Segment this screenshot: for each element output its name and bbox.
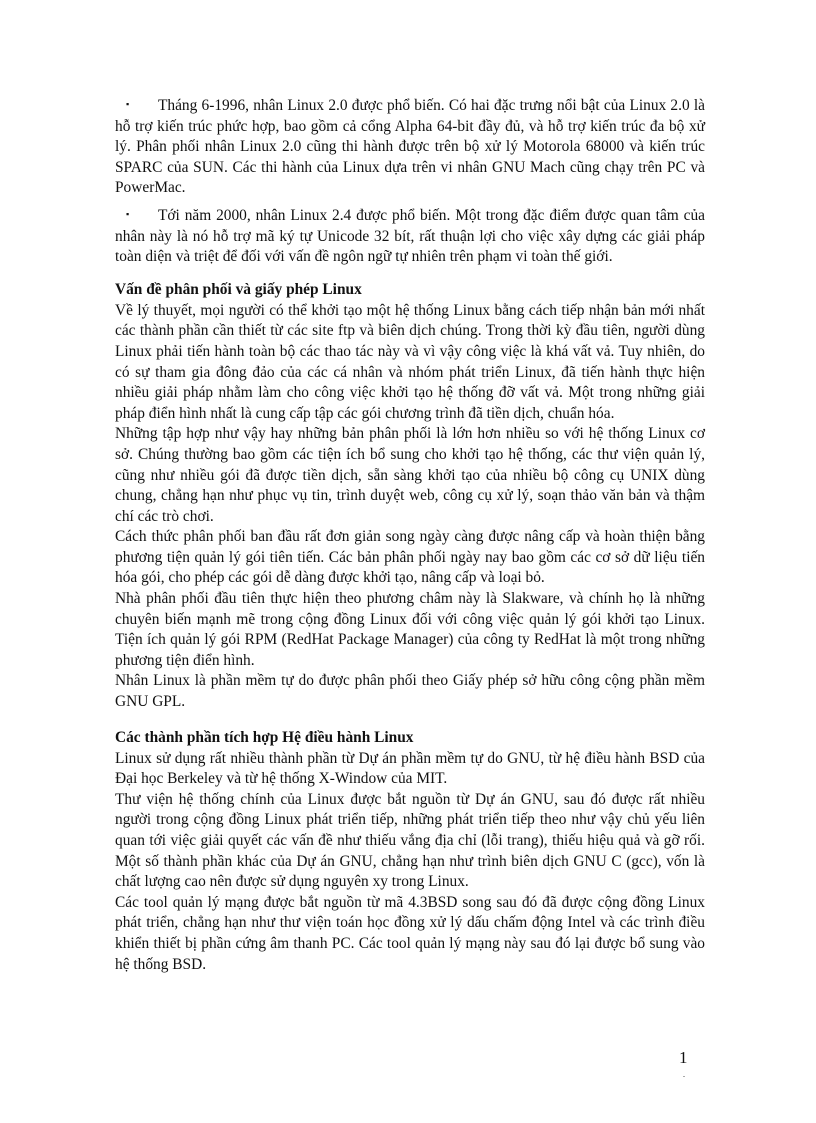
document-page <box>115 96 705 975</box>
section-heading-distribution: Vấn đề phân phối và giấy phép Linux <box>115 280 362 298</box>
bullet-item <box>115 206 705 268</box>
section-heading-components: Các thành phần tích hợp Hệ điều hành Linux <box>115 728 414 746</box>
paragraph: Thư viện hệ thống chính của Linux được bắt nguồn từ Dự án GNU, sau đó được rất nhiều người trong cộng đồng Linux phát triển tiếp, những phát triển tiếp theo như vậy chủ yếu liên quan tới việc giải quyết các vấn đề như thiếu vắng địa chỉ (lỗi trang), thiếu hiệu quả và gỡ rối. Một số thành phần khác của Dự án GNU, chẳng hạn như trình biên dịch GNU C (gcc), vốn là chất lượng cao nên được sử dụng nguyên xy trong Linux. <box>115 790 705 891</box>
paragraph: Các tool quản lý mạng được bắt nguồn từ mã 4.3BSD song sau đó đã được cộng đồng Linux phát triển, chẳng hạn như thư viện toán học đồng xử lý dấu chấm động Intel và các trình điều khiển thiết bị phần cứng âm thanh PC. Các tool quản lý mạng này sau đó lại được bổ sung vào hệ thống BSD. <box>115 893 705 973</box>
square-bullet-icon: ▪ <box>126 99 130 109</box>
paragraph: Về lý thuyết, mọi người có thể khởi tạo một hệ thống Linux bằng cách tiếp nhận bản mới nhất các thành phần cần thiết từ các site ftp và biên dịch chúng. Trong thời kỳ đầu tiên, người dùng Linux phải tiến hành toàn bộ các thao tác này và vì vậy công việc là khá vất vả. Tuy nhiên, do có sự tham gia đông đảo của các cá nhân và nhóm phát triển Linux, đã tiến hành thực hiện nhiều giải pháp nhằm làm cho công việc khởi tạo hệ thống đỡ vất vả. Một trong những giải pháp điển hình nhất là cung cấp tập các gói chương trình đã tiền dịch, chuẩn hóa. <box>115 301 705 422</box>
bullet-item <box>115 96 705 199</box>
square-bullet-icon: ▪ <box>126 208 130 219</box>
paragraph: Nhà phân phối đầu tiên thực hiện theo phương châm này là Slakware, và chính họ là những chuyên biến mạnh mẽ trong cộng đồng Linux đối với công việc quản lý gói khởi tạo Linux. Tiện ích quản lý gói RPM (RedHat Package Manager) của công ty RedHat là một trong những phương tiện điển hình. <box>115 590 705 669</box>
paragraph: Cách thức phân phối ban đầu rất đơn giản song ngày càng được nâng cấp và hoàn thiện bằng phương tiện quản lý gói tiên tiến. Các bản phân phối ngày nay bao gồm các cơ sở dữ liệu tiến hóa gói, cho phép các gói dễ dàng được khởi tạo, nâng cấp và loại bỏ. <box>115 528 705 587</box>
paragraph: Nhân Linux là phần mềm tự do được phân phối theo Giấy phép sở hữu công cộng phần mềm GNU GPL. <box>115 672 705 711</box>
bullet-text: Tháng 6-1996, nhân Linux 2.0 được phổ biến. Có hai đặc trưng nổi bật của Linux 2.0 là hỗ trợ kiến trúc phức hợp, bao gồm cả cổng Alpha 64-bit đầy đủ, và hỗ trợ kiến trúc đa bộ xử lý. Phân phối nhân Linux 2.0 cũng thi hành được trên bộ xử lý Motorola 68000 và kiến trúc SPARC của SUN. Các thi hành của Linux dựa trên vi nhân GNU Mach cũng chạy trên PC và PowerMac. <box>115 97 705 197</box>
paragraph: Những tập hợp như vậy hay những bản phân phối là lớn hơn nhiều so với hệ thống Linux cơ sở. Chúng thường bao gồm các tiện ích bổ sung cho khởi tạo hệ thống, các thư viện quản lý, cũng như nhiều gói đã được tiền dịch, sẵn sàng khởi tạo của nhiều bộ công cụ UNIX dùng chung, chẳng hạn như phục vụ tin, trình duyệt web, công cụ xử lý, soạn thảo văn bản và thậm chí các trò chơi. <box>115 425 705 525</box>
paragraph: Linux sử dụng rất nhiều thành phần từ Dự án phần mềm tự do GNU, từ hệ điều hành BSD của Đại học Berkeley và từ hệ thống X-Window của MIT. <box>115 749 705 788</box>
page-number-dot: . <box>683 1070 685 1079</box>
page-number: 1 <box>679 1048 688 1067</box>
bullet-text: Tới năm 2000, nhân Linux 2.4 được phổ biến. Một trong đặc điểm được quan tâm của nhân này là nó hỗ trợ mã ký tự Unicode 32 bít, rất thuận lợi cho việc xây dựng các giải pháp toàn diện và triệt để đối với vấn đề ngôn ngữ tự nhiên trên phạm vi toàn thế giới. <box>115 206 705 266</box>
